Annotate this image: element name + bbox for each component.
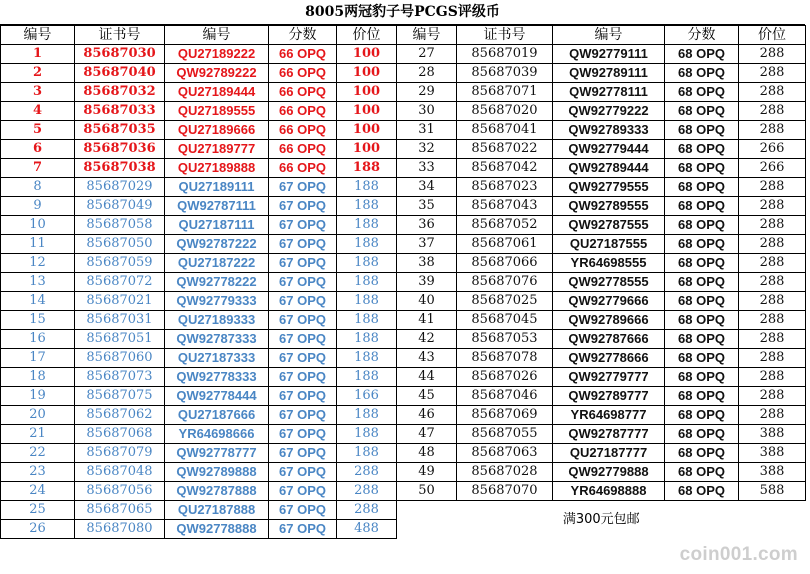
- grade-cell: 68 OPQ: [665, 368, 739, 387]
- price-cell: 100: [337, 102, 397, 121]
- cert-number-cell: 85687019: [457, 45, 553, 64]
- banknote-code-cell: QW92779111: [553, 45, 665, 64]
- banknote-code-cell: QW92789555: [553, 197, 665, 216]
- serial-cell: 45: [397, 387, 457, 406]
- serial-cell: 18: [1, 368, 75, 387]
- serial-cell: 43: [397, 349, 457, 368]
- table-row: [1, 501, 806, 520]
- banknote-code-cell: QW92779555: [553, 178, 665, 197]
- grade-cell: 68 OPQ: [665, 349, 739, 368]
- banknote-code-cell: QW92779222: [553, 102, 665, 121]
- serial-cell: 17: [1, 349, 75, 368]
- price-cell: 288: [739, 102, 806, 121]
- cert-number-cell: 85687061: [457, 235, 553, 254]
- price-cell: 166: [337, 387, 397, 406]
- banknote-code-cell: QW92779666: [553, 292, 665, 311]
- cert-number-cell: 85687066: [457, 254, 553, 273]
- price-cell: 288: [337, 482, 397, 501]
- grade-cell: 67 OPQ: [269, 520, 337, 539]
- grade-cell: 66 OPQ: [269, 64, 337, 83]
- serial-cell: 22: [1, 444, 75, 463]
- banknote-code-cell: QU27189888: [165, 159, 269, 178]
- banknote-code-cell: QW92787555: [553, 216, 665, 235]
- cert-number-cell: 85687072: [75, 273, 165, 292]
- price-cell: 288: [739, 121, 806, 140]
- grade-cell: 68 OPQ: [665, 273, 739, 292]
- serial-cell: 36: [397, 216, 457, 235]
- cert-number-cell: 85687049: [75, 197, 165, 216]
- cert-number-cell: 85687073: [75, 368, 165, 387]
- grade-cell: 67 OPQ: [269, 254, 337, 273]
- price-cell: 288: [739, 368, 806, 387]
- banknote-code-cell: QU27187777: [553, 444, 665, 463]
- cert-number-cell: 85687043: [457, 197, 553, 216]
- cert-number-cell: 85687050: [75, 235, 165, 254]
- banknote-code-cell: QW92778222: [165, 273, 269, 292]
- serial-cell: 44: [397, 368, 457, 387]
- serial-cell: 46: [397, 406, 457, 425]
- price-cell: 488: [337, 520, 397, 539]
- cert-number-cell: 85687053: [457, 330, 553, 349]
- grade-cell: 68 OPQ: [665, 463, 739, 482]
- cert-number-cell: 85687060: [75, 349, 165, 368]
- price-cell: 288: [739, 292, 806, 311]
- serial-cell: 33: [397, 159, 457, 178]
- grade-cell: 68 OPQ: [665, 83, 739, 102]
- price-cell: 288: [739, 178, 806, 197]
- price-cell: 188: [337, 216, 397, 235]
- price-cell: 188: [337, 330, 397, 349]
- serial-cell: 1: [1, 45, 75, 64]
- table-row: [1, 482, 806, 501]
- price-cell: 588: [739, 482, 806, 501]
- banknote-code-cell: QU27189777: [165, 140, 269, 159]
- cert-number-cell: 85687052: [457, 216, 553, 235]
- serial-cell: 5: [1, 121, 75, 140]
- table-row: [1, 292, 806, 311]
- cert-number-cell: 85687032: [75, 83, 165, 102]
- cert-number-cell: 85687042: [457, 159, 553, 178]
- price-cell: 388: [739, 425, 806, 444]
- price-cell: 188: [337, 406, 397, 425]
- grade-cell: 67 OPQ: [269, 311, 337, 330]
- serial-cell: 2: [1, 64, 75, 83]
- banknote-code-cell: QU27187222: [165, 254, 269, 273]
- serial-cell: 7: [1, 159, 75, 178]
- cert-number-cell: 85687026: [457, 368, 553, 387]
- grade-cell: 67 OPQ: [269, 463, 337, 482]
- cert-number-cell: 85687022: [457, 140, 553, 159]
- cert-number-cell: 85687045: [457, 311, 553, 330]
- price-cell: 188: [337, 235, 397, 254]
- grade-cell: 68 OPQ: [665, 178, 739, 197]
- cert-number-cell: 85687038: [75, 159, 165, 178]
- cert-number-cell: 85687030: [75, 45, 165, 64]
- cert-number-cell: 85687039: [457, 64, 553, 83]
- price-cell: 188: [337, 311, 397, 330]
- banknote-code-cell: QW92779444: [553, 140, 665, 159]
- column-header: 证书号: [457, 26, 553, 45]
- banknote-code-cell: QU27189222: [165, 45, 269, 64]
- price-cell: 288: [739, 254, 806, 273]
- price-table: [0, 25, 806, 539]
- cert-number-cell: 85687059: [75, 254, 165, 273]
- table-row: [1, 83, 806, 102]
- cert-number-cell: 85687058: [75, 216, 165, 235]
- banknote-code-cell: QW92778666: [553, 349, 665, 368]
- table-row: [1, 159, 806, 178]
- banknote-code-cell: QW92789333: [553, 121, 665, 140]
- cert-number-cell: 85687036: [75, 140, 165, 159]
- grade-cell: 68 OPQ: [665, 102, 739, 121]
- serial-cell: 40: [397, 292, 457, 311]
- serial-cell: 25: [1, 501, 75, 520]
- serial-cell: 42: [397, 330, 457, 349]
- serial-cell: 39: [397, 273, 457, 292]
- cert-number-cell: 85687056: [75, 482, 165, 501]
- serial-cell: 16: [1, 330, 75, 349]
- cert-number-cell: 85687068: [75, 425, 165, 444]
- banknote-code-cell: QW92778111: [553, 83, 665, 102]
- cert-number-cell: 85687035: [75, 121, 165, 140]
- grade-cell: 67 OPQ: [269, 387, 337, 406]
- table-row: [1, 235, 806, 254]
- banknote-code-cell: QW92787333: [165, 330, 269, 349]
- banknote-code-cell: QU27187333: [165, 349, 269, 368]
- cert-number-cell: 85687040: [75, 64, 165, 83]
- price-cell: 100: [337, 45, 397, 64]
- banknote-code-cell: QU27189333: [165, 311, 269, 330]
- table-row: [1, 178, 806, 197]
- cert-number-cell: 85687021: [75, 292, 165, 311]
- table-row: [1, 311, 806, 330]
- grade-cell: 66 OPQ: [269, 45, 337, 64]
- banknote-code-cell: QW92787777: [553, 425, 665, 444]
- banknote-code-cell: QU27187666: [165, 406, 269, 425]
- grade-cell: 68 OPQ: [665, 444, 739, 463]
- table-row: [1, 197, 806, 216]
- serial-cell: 13: [1, 273, 75, 292]
- grade-cell: 68 OPQ: [665, 292, 739, 311]
- cert-number-cell: 85687062: [75, 406, 165, 425]
- banknote-code-cell: QU27189111: [165, 178, 269, 197]
- price-cell: 188: [337, 349, 397, 368]
- price-cell: 188: [337, 178, 397, 197]
- serial-cell: 6: [1, 140, 75, 159]
- serial-cell: 3: [1, 83, 75, 102]
- banknote-code-cell: QU27187111: [165, 216, 269, 235]
- price-cell: 188: [337, 292, 397, 311]
- serial-cell: 21: [1, 425, 75, 444]
- cert-number-cell: 85687028: [457, 463, 553, 482]
- table-row: [1, 463, 806, 482]
- banknote-code-cell: YR64698666: [165, 425, 269, 444]
- serial-cell: 49: [397, 463, 457, 482]
- grade-cell: 66 OPQ: [269, 102, 337, 121]
- serial-cell: 28: [397, 64, 457, 83]
- serial-cell: 11: [1, 235, 75, 254]
- watermark: coin001.com: [679, 544, 798, 565]
- grade-cell: 68 OPQ: [665, 311, 739, 330]
- price-cell: 100: [337, 64, 397, 83]
- table-body: [1, 45, 806, 539]
- price-cell: 288: [739, 83, 806, 102]
- banknote-code-cell: QU27187555: [553, 235, 665, 254]
- table-row: [1, 368, 806, 387]
- price-cell: 288: [739, 406, 806, 425]
- grade-cell: 68 OPQ: [665, 197, 739, 216]
- grade-cell: 68 OPQ: [665, 235, 739, 254]
- grade-cell: 68 OPQ: [665, 140, 739, 159]
- price-cell: 100: [337, 83, 397, 102]
- grade-cell: 68 OPQ: [665, 387, 739, 406]
- serial-cell: 10: [1, 216, 75, 235]
- cert-number-cell: 85687051: [75, 330, 165, 349]
- grade-cell: 66 OPQ: [269, 83, 337, 102]
- grade-cell: 68 OPQ: [665, 159, 739, 178]
- price-cell: 100: [337, 140, 397, 159]
- grade-cell: 67 OPQ: [269, 444, 337, 463]
- grade-cell: 67 OPQ: [269, 292, 337, 311]
- grade-cell: 67 OPQ: [269, 235, 337, 254]
- banknote-code-cell: QW92778888: [165, 520, 269, 539]
- serial-cell: 20: [1, 406, 75, 425]
- sheet-title: 8005两冠豹子号PCGS评级币: [0, 0, 805, 25]
- grade-cell: 67 OPQ: [269, 216, 337, 235]
- grade-cell: 66 OPQ: [269, 121, 337, 140]
- serial-cell: 14: [1, 292, 75, 311]
- cert-number-cell: 85687080: [75, 520, 165, 539]
- price-cell: 388: [739, 444, 806, 463]
- serial-cell: 31: [397, 121, 457, 140]
- column-header: 编号: [1, 26, 75, 45]
- grade-cell: 68 OPQ: [665, 216, 739, 235]
- cert-number-cell: 85687020: [457, 102, 553, 121]
- table-row: [1, 254, 806, 273]
- column-header: 分数: [269, 26, 337, 45]
- cert-number-cell: 85687033: [75, 102, 165, 121]
- price-cell: 188: [337, 273, 397, 292]
- cert-number-cell: 85687070: [457, 482, 553, 501]
- grade-cell: 67 OPQ: [269, 501, 337, 520]
- table-row: [1, 102, 806, 121]
- serial-cell: 26: [1, 520, 75, 539]
- banknote-code-cell: QW92789222: [165, 64, 269, 83]
- table-row: [1, 349, 806, 368]
- serial-cell: 15: [1, 311, 75, 330]
- table-row: [1, 45, 806, 64]
- serial-cell: 30: [397, 102, 457, 121]
- price-cell: 388: [739, 463, 806, 482]
- table-row: [1, 387, 806, 406]
- grade-cell: 67 OPQ: [269, 178, 337, 197]
- cert-number-cell: 85687071: [457, 83, 553, 102]
- serial-cell: 12: [1, 254, 75, 273]
- grade-cell: 67 OPQ: [269, 368, 337, 387]
- price-cell: 188: [337, 425, 397, 444]
- table-row: [1, 140, 806, 159]
- serial-cell: 35: [397, 197, 457, 216]
- cert-number-cell: 85687063: [457, 444, 553, 463]
- serial-cell: 24: [1, 482, 75, 501]
- column-header: 编号: [553, 26, 665, 45]
- serial-cell: 23: [1, 463, 75, 482]
- grade-cell: 66 OPQ: [269, 140, 337, 159]
- banknote-code-cell: QW92778444: [165, 387, 269, 406]
- cert-number-cell: 85687076: [457, 273, 553, 292]
- grade-cell: 68 OPQ: [665, 425, 739, 444]
- serial-cell: 32: [397, 140, 457, 159]
- serial-cell: 41: [397, 311, 457, 330]
- grade-cell: 67 OPQ: [269, 482, 337, 501]
- price-cell: 288: [739, 387, 806, 406]
- cert-number-cell: 85687041: [457, 121, 553, 140]
- cert-number-cell: 85687031: [75, 311, 165, 330]
- serial-cell: 50: [397, 482, 457, 501]
- column-header: 价位: [739, 26, 806, 45]
- price-cell: 288: [739, 45, 806, 64]
- banknote-code-cell: QW92779888: [553, 463, 665, 482]
- table-row: [1, 425, 806, 444]
- price-cell: 288: [739, 235, 806, 254]
- cert-number-cell: 85687075: [75, 387, 165, 406]
- serial-cell: 27: [397, 45, 457, 64]
- price-cell: 288: [739, 273, 806, 292]
- serial-cell: 9: [1, 197, 75, 216]
- price-cell: 266: [739, 159, 806, 178]
- cert-number-cell: 85687046: [457, 387, 553, 406]
- price-cell: 266: [739, 140, 806, 159]
- price-cell: 188: [337, 197, 397, 216]
- grade-cell: 68 OPQ: [665, 482, 739, 501]
- price-cell: 188: [337, 368, 397, 387]
- price-cell: 288: [739, 349, 806, 368]
- banknote-code-cell: QW92778333: [165, 368, 269, 387]
- table-row: [1, 121, 806, 140]
- grade-cell: 68 OPQ: [665, 406, 739, 425]
- banknote-code-cell: QW92778777: [165, 444, 269, 463]
- serial-cell: 29: [397, 83, 457, 102]
- cert-number-cell: 85687078: [457, 349, 553, 368]
- cert-number-cell: 85687055: [457, 425, 553, 444]
- banknote-code-cell: QW92789888: [165, 463, 269, 482]
- price-cell: 288: [739, 197, 806, 216]
- price-cell: 288: [739, 216, 806, 235]
- grade-cell: 67 OPQ: [269, 197, 337, 216]
- serial-cell: 19: [1, 387, 75, 406]
- banknote-code-cell: QW92787888: [165, 482, 269, 501]
- cert-number-cell: 85687023: [457, 178, 553, 197]
- banknote-code-cell: QW92789111: [553, 64, 665, 83]
- grade-cell: 67 OPQ: [269, 406, 337, 425]
- banknote-code-cell: QW92789777: [553, 387, 665, 406]
- banknote-code-cell: QW92779333: [165, 292, 269, 311]
- price-cell: 188: [337, 254, 397, 273]
- column-header: 分数: [665, 26, 739, 45]
- banknote-code-cell: QU27187888: [165, 501, 269, 520]
- serial-cell: 4: [1, 102, 75, 121]
- price-cell: 288: [337, 463, 397, 482]
- banknote-code-cell: YR64698555: [553, 254, 665, 273]
- price-cell: 188: [337, 444, 397, 463]
- table-row: [1, 444, 806, 463]
- banknote-code-cell: QU27189444: [165, 83, 269, 102]
- grade-cell: 67 OPQ: [269, 425, 337, 444]
- column-header: 证书号: [75, 26, 165, 45]
- cert-number-cell: 85687069: [457, 406, 553, 425]
- grade-cell: 67 OPQ: [269, 349, 337, 368]
- price-cell: 288: [739, 311, 806, 330]
- grade-cell: 66 OPQ: [269, 159, 337, 178]
- cert-number-cell: 85687048: [75, 463, 165, 482]
- grade-cell: 68 OPQ: [665, 45, 739, 64]
- serial-cell: 37: [397, 235, 457, 254]
- serial-cell: 34: [397, 178, 457, 197]
- grade-cell: 67 OPQ: [269, 273, 337, 292]
- grade-cell: 68 OPQ: [665, 121, 739, 140]
- table-row: [1, 216, 806, 235]
- serial-cell: 47: [397, 425, 457, 444]
- banknote-code-cell: QW92789444: [553, 159, 665, 178]
- table-row: [1, 330, 806, 349]
- table-row: [1, 64, 806, 83]
- price-cell: 100: [337, 121, 397, 140]
- cert-number-cell: 85687025: [457, 292, 553, 311]
- grade-cell: 68 OPQ: [665, 64, 739, 83]
- price-cell: 188: [337, 159, 397, 178]
- cert-number-cell: 85687029: [75, 178, 165, 197]
- table-row: [1, 406, 806, 425]
- banknote-code-cell: QU27189666: [165, 121, 269, 140]
- banknote-code-cell: YR64698888: [553, 482, 665, 501]
- cert-number-cell: 85687079: [75, 444, 165, 463]
- cert-number-cell: 85687065: [75, 501, 165, 520]
- banknote-code-cell: QW92789666: [553, 311, 665, 330]
- price-cell: 288: [337, 501, 397, 520]
- banknote-code-cell: YR64698777: [553, 406, 665, 425]
- price-cell: 288: [739, 64, 806, 83]
- column-header: 价位: [337, 26, 397, 45]
- grade-cell: 68 OPQ: [665, 254, 739, 273]
- price-cell: 288: [739, 330, 806, 349]
- banknote-code-cell: QU27189555: [165, 102, 269, 121]
- grade-cell: 68 OPQ: [665, 330, 739, 349]
- banknote-code-cell: QW92779777: [553, 368, 665, 387]
- banknote-code-cell: QW92787111: [165, 197, 269, 216]
- serial-cell: 38: [397, 254, 457, 273]
- table-row: [1, 273, 806, 292]
- banknote-code-cell: QW92778555: [553, 273, 665, 292]
- column-header: 编号: [397, 26, 457, 45]
- serial-cell: 48: [397, 444, 457, 463]
- banknote-code-cell: QW92787222: [165, 235, 269, 254]
- banknote-code-cell: QW92787666: [553, 330, 665, 349]
- grade-cell: 67 OPQ: [269, 330, 337, 349]
- serial-cell: 8: [1, 178, 75, 197]
- column-header: 编号: [165, 26, 269, 45]
- header-row: [1, 26, 806, 45]
- shipping-note: 满300元包邮: [397, 501, 806, 539]
